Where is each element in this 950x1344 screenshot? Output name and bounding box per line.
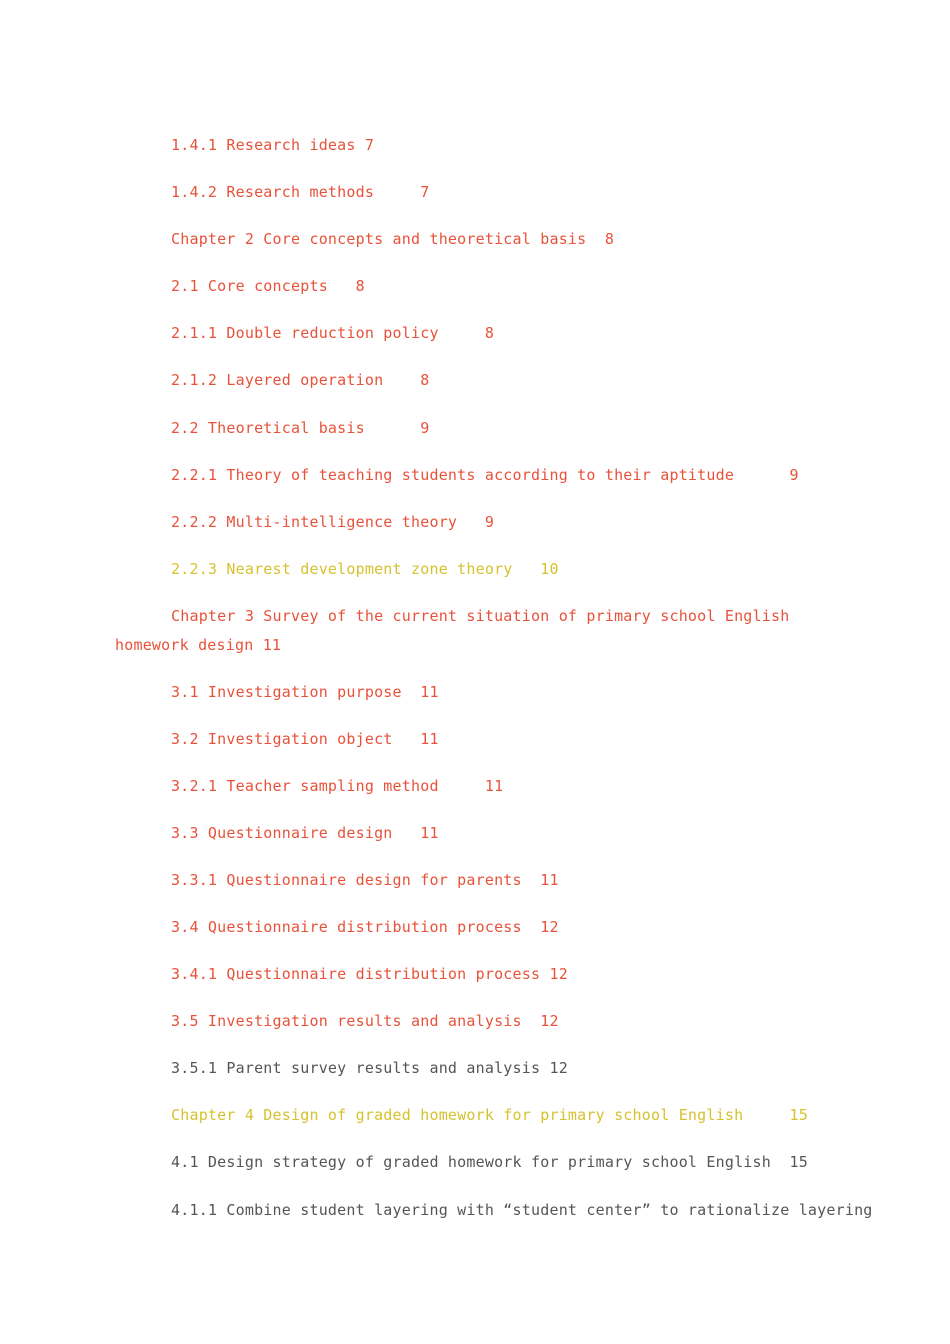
toc-entry-3-3: 3.3 Questionnaire design 11 [171,824,439,842]
toc-entry-4-1: 4.1 Design strategy of graded homework for primary school English 15 [171,1153,808,1171]
toc-entry-2-2-2: 2.2.2 Multi-intelligence theory 9 [171,513,495,531]
toc-entry-2-2-3: 2.2.3 Nearest development zone theory 10 [171,560,559,578]
toc-entry-1-4-2: 1.4.2 Research methods 7 [171,183,430,201]
toc-entry-chapter-3: Chapter 3 Survey of the current situation of primary school English homework design 11 [115,607,799,654]
toc-entry-chapter-4: Chapter 4 Design of graded homework for primary school English 15 [171,1106,808,1124]
toc-entry-3-5-1: 3.5.1 Parent survey results and analysis 12 [171,1059,568,1077]
toc-entry-1-4-1: 1.4.1 Research ideas 7 [171,136,375,154]
toc-entry-3-5: 3.5 Investigation results and analysis 12 [171,1012,559,1030]
toc-entry-3-4-1: 3.4.1 Questionnaire distribution process 12 [171,965,568,983]
toc-entry-2-1-2: 2.1.2 Layered operation 8 [171,371,430,389]
toc-entry-3-2-1: 3.2.1 Teacher sampling method 11 [171,777,504,795]
toc-entry-3-1: 3.1 Investigation purpose 11 [171,683,439,701]
toc-entry-2-1: 2.1 Core concepts 8 [171,277,365,295]
toc-entry-chapter-2: Chapter 2 Core concepts and theoretical basis 8 [171,230,615,248]
toc-entry-2-2: 2.2 Theoretical basis 9 [171,419,430,437]
toc-entry-2-2-1: 2.2.1 Theory of teaching students according to their aptitude 9 [171,466,799,484]
toc-entry-3-3-1: 3.3.1 Questionnaire design for parents 11 [171,871,559,889]
toc-entry-2-1-1: 2.1.1 Double reduction policy 8 [171,324,495,342]
toc-entry-3-2: 3.2 Investigation object 11 [171,730,439,748]
toc-entry-3-4: 3.4 Questionnaire distribution process 12 [171,918,559,936]
toc-entry-4-1-1: 4.1.1 Combine student layering with “student center” to rationalize layering [171,1201,873,1219]
